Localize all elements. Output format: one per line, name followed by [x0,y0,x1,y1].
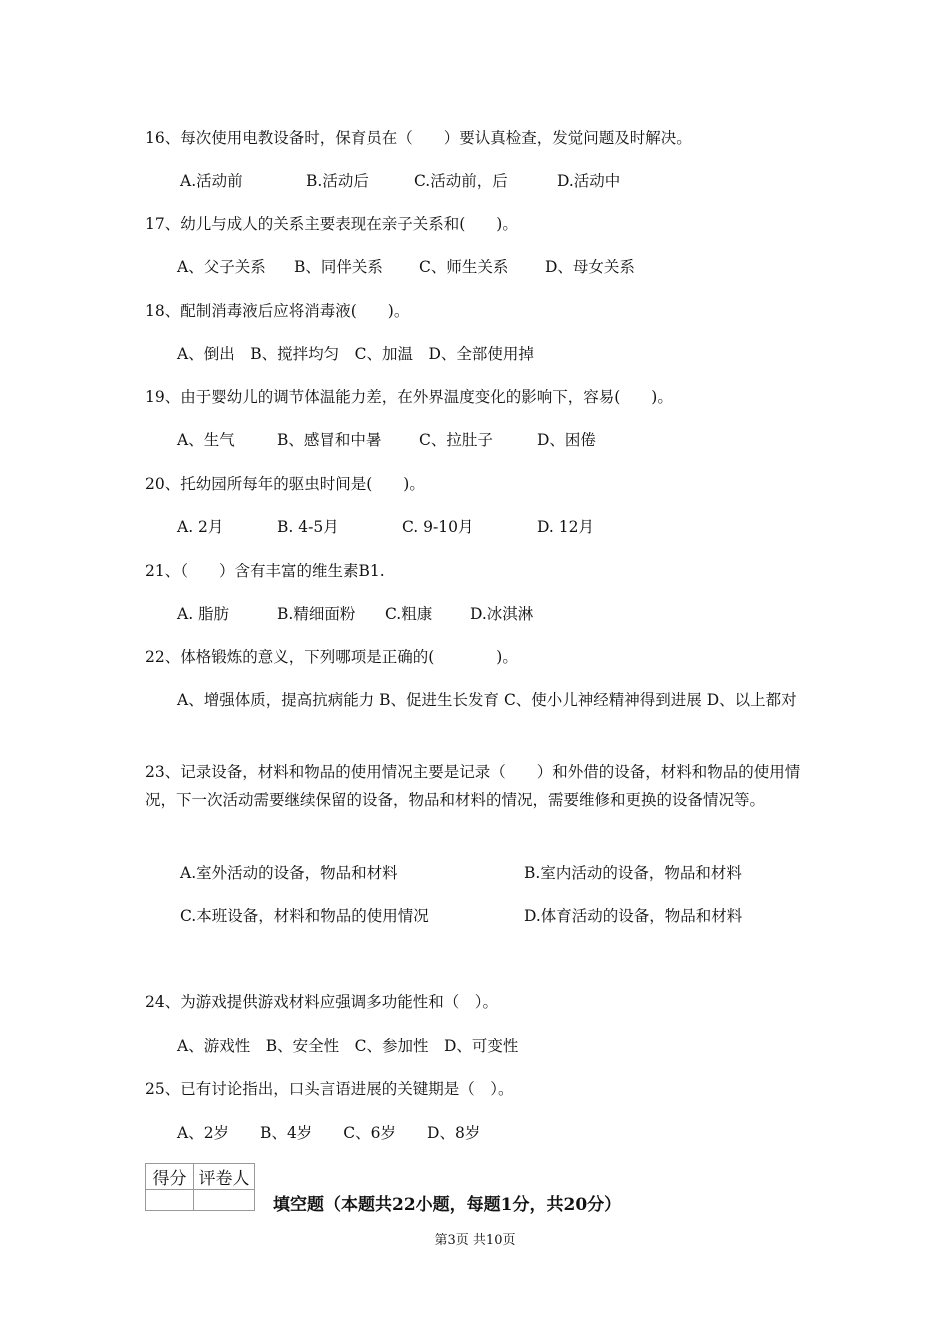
question-21-option-a: A. 脂肪 [177,605,230,623]
question-17-option-a: A、父子关系 [177,258,266,276]
question-23-stem: 23、记录设备，材料和物品的使用情况主要是记录（ ）和外借的设备，材料和物品的使用情况，下一次活动需要继续保留的设备，物品和材料的情况，需要维修和更换的设备情况等。 [145,763,801,809]
question-16-stem: 16、每次使用电教设备时，保育员在（ ）要认真检查，发觉问题及时解决。 [145,129,692,147]
question-22-stem: 22、体格锻炼的意义，下列哪项是正确的( )。 [145,648,518,666]
question-16-option-b: B.活动后 [306,172,369,190]
question-17-option-c: C、师生关系 [419,258,509,276]
question-18-options: A、倒出 B、搅拌均匀 C、加温 D、全部使用掉 [177,345,534,363]
section-title: 填空题（本题共22小题，每题1分，共20分） [273,1195,622,1215]
question-16-option-c: C.活动前，后 [414,172,508,190]
grader-cell [194,1190,255,1211]
question-21-option-d: D.冰淇淋 [470,605,534,623]
page-footer: 第3页 共10页 [434,1233,516,1248]
question-19-option-a: A、生气 [177,431,235,449]
question-20-stem: 20、托幼园所每年的驱虫时间是( )。 [145,475,425,493]
question-23-option-c: C.本班设备，材料和物品的使用情况 [180,907,429,925]
question-24-stem: 24、为游戏提供游戏材料应强调多功能性和（ ）。 [145,993,498,1011]
question-19-option-c: C、拉肚子 [419,431,493,449]
question-17-stem: 17、幼儿与成人的关系主要表现在亲子关系和( )。 [145,215,518,233]
score-header: 得分 [146,1164,194,1190]
question-24-options: A、游戏性 B、安全性 C、参加性 D、可变性 [177,1037,519,1055]
score-cell [146,1190,194,1211]
question-18-stem: 18、配制消毒液后应将消毒液( )。 [145,302,410,320]
question-17-option-b: B、同伴关系 [294,258,383,276]
question-21-stem: 21、（ ）含有丰富的维生素B1. [145,562,385,580]
question-21-option-c: C.粗康 [385,605,433,623]
question-25-stem: 25、已有讨论指出，口头言语进展的关键期是（ ）。 [145,1080,514,1098]
question-17-option-d: D、母女关系 [545,258,635,276]
question-25-options: A、2岁 B、4岁 C、6岁 D、8岁 [177,1124,481,1142]
question-16-option-d: D.活动中 [557,172,621,190]
question-22-options: A、增强体质，提高抗病能力 B、促进生长发育 C、使小儿神经精神得到进展 D、以上都对 [177,691,797,709]
question-16-option-a: A.活动前 [180,172,243,190]
question-23-option-a: A.室外活动的设备，物品和材料 [180,864,398,882]
question-20-option-a: A. 2月 [177,518,224,536]
question-19-option-b: B、感冒和中暑 [277,431,382,449]
question-19-option-d: D、困倦 [537,431,596,449]
question-21-option-b: B.精细面粉 [277,605,356,623]
question-20-option-c: C. 9-10月 [402,518,474,536]
grader-header: 评卷人 [194,1164,255,1190]
question-20-option-d: D. 12月 [537,518,594,536]
question-19-stem: 19、由于婴幼儿的调节体温能力差，在外界温度变化的影响下，容易( )。 [145,388,673,406]
question-23-option-d: D.体育活动的设备，物品和材料 [524,907,743,925]
question-20-option-b: B. 4-5月 [277,518,339,536]
question-23-option-b: B.室内活动的设备，物品和材料 [524,864,742,882]
score-table [145,1163,255,1211]
